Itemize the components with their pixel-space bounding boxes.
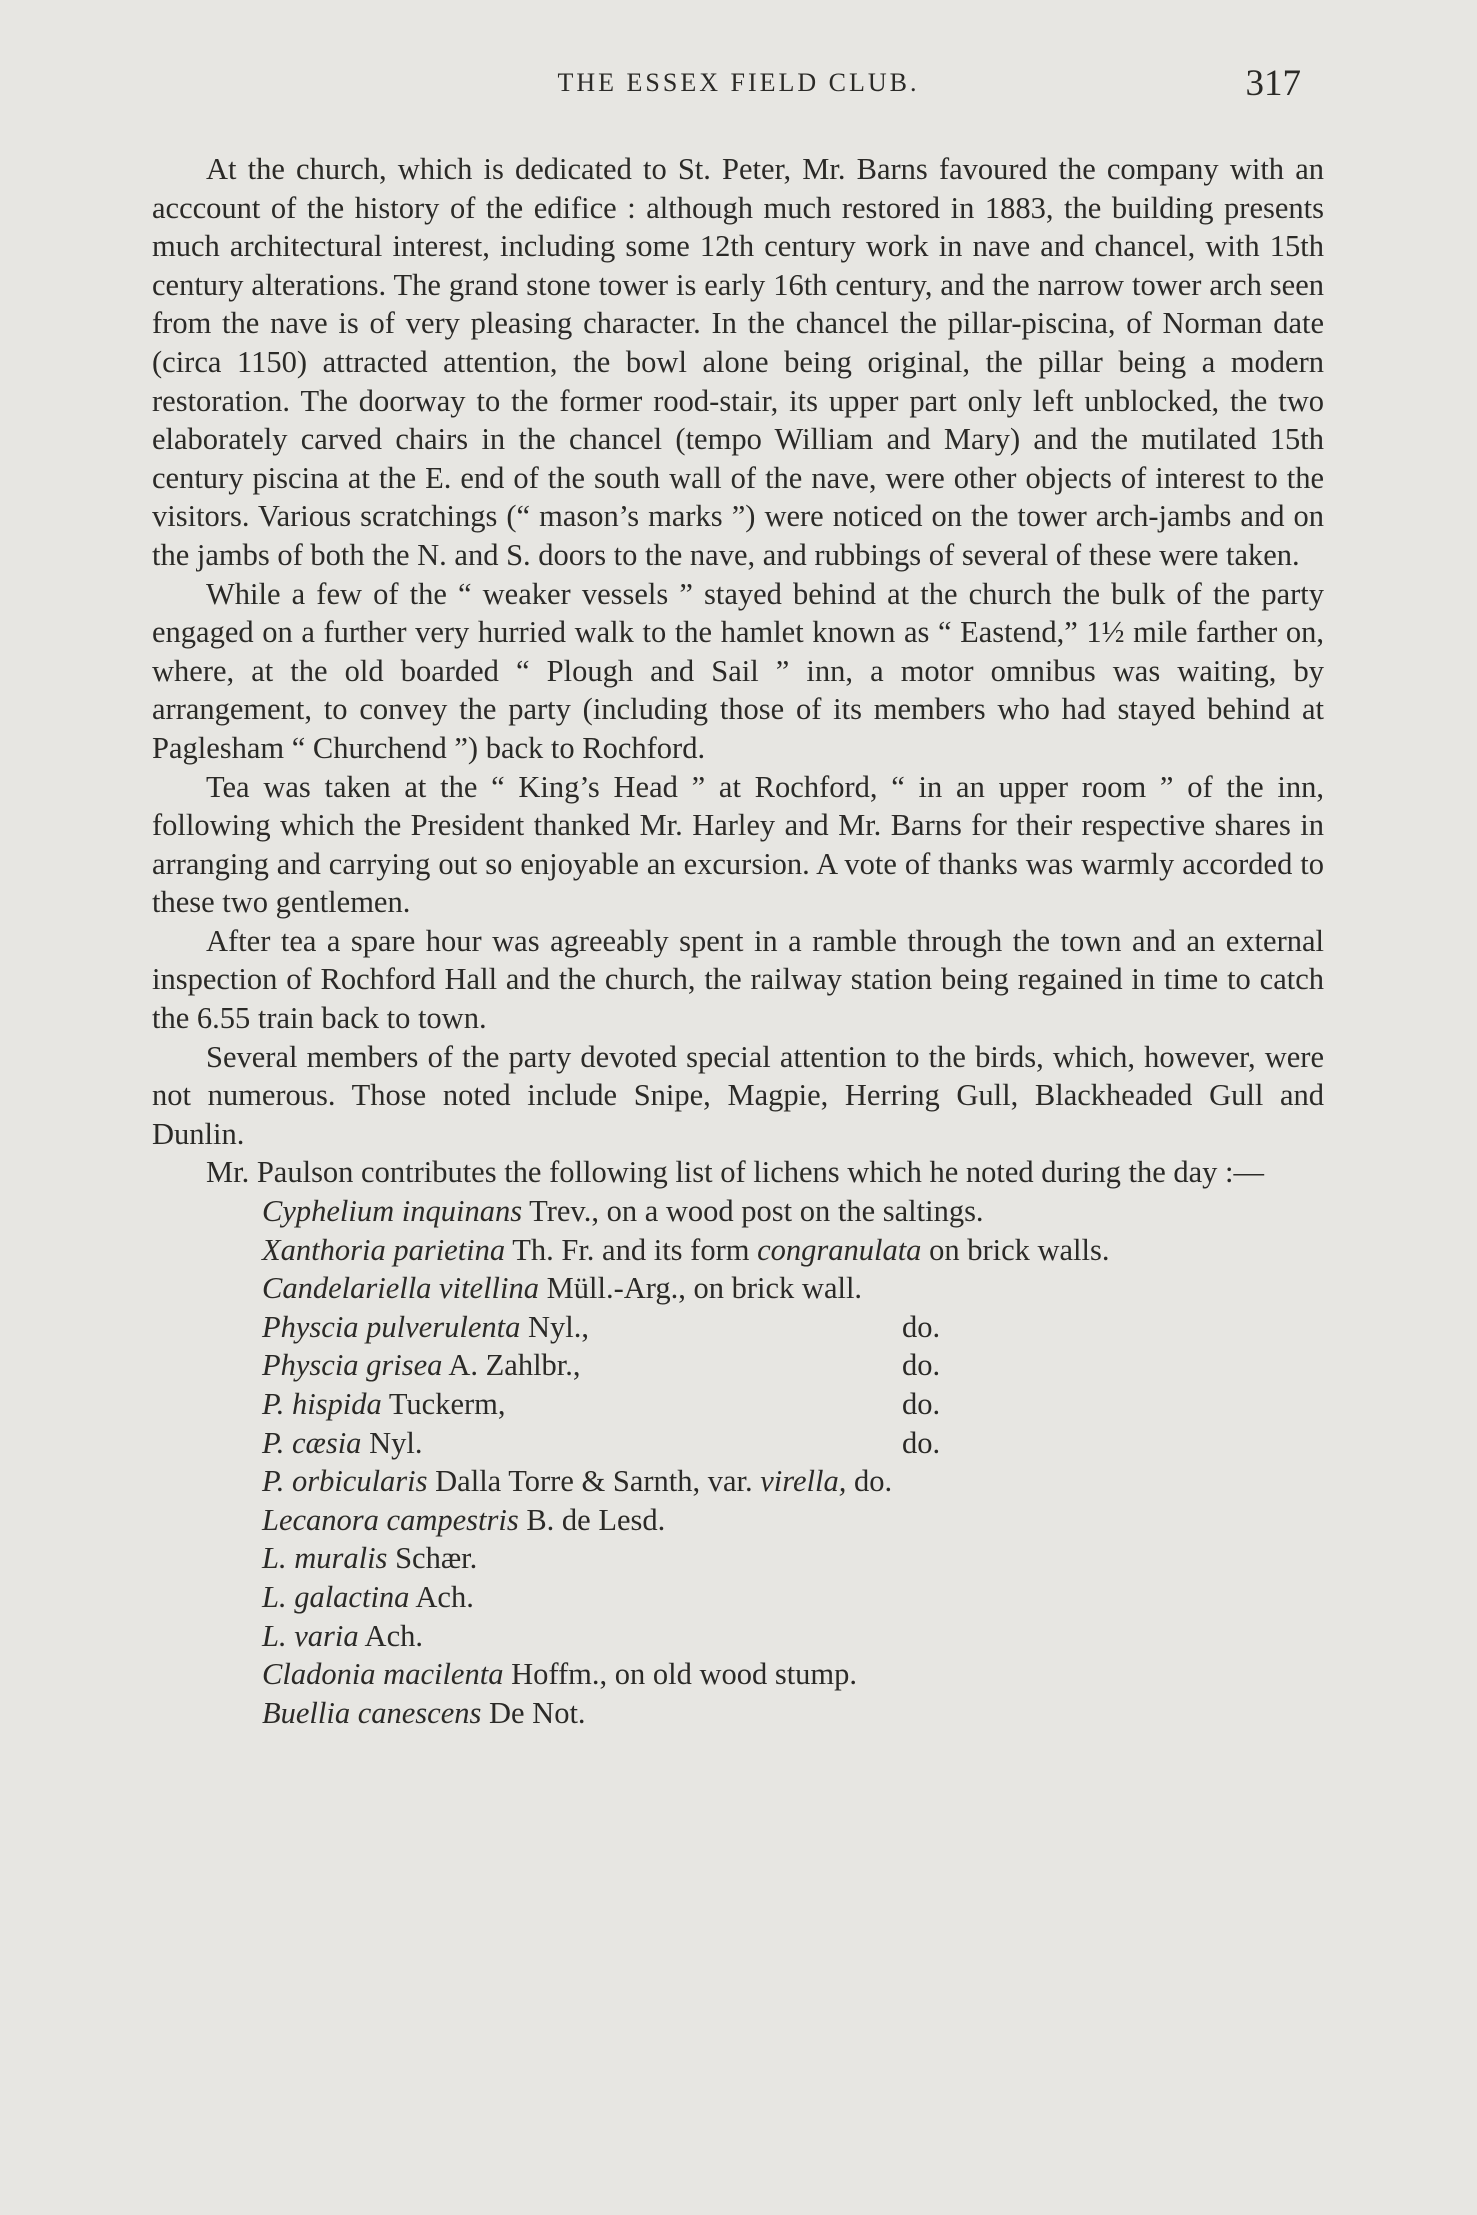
lichen-item: Cyphelium inquinans Trev., on a wood post on the saltings.	[262, 1194, 984, 1229]
running-title: THE ESSEX FIELD CLUB.	[557, 68, 920, 97]
lichen-item: Cladonia macilenta Hoffm., on old wood stump.	[262, 1657, 858, 1692]
lichen-item: Physcia grisea A. Zahlbr., do.	[262, 1348, 941, 1383]
page-number: 317	[1245, 63, 1301, 104]
lichen-item: L. galactina Ach.	[262, 1579, 474, 1614]
paragraph-after-tea: After tea a spare hour was agreeably spent in a ramble through the town and an external inspection of Rochford Hall and the church, the railway station being regained in time to catch the 6.55 train back to town.	[152, 923, 1324, 1036]
paragraph-eastend: While a few of the “ weaker vessels ” stayed behind at the church the bulk of the party engaged on a further very hurried walk to the hamlet known as “ Eastend,” 1½ mile farther on, where, at the old boarded “ Plough and Sail ” inn, a motor omnibus was waiting, by arrangement, to convey the party (including those of its members who had stayed behind at Paglesham “ Churchend ”) back to Rochford.	[152, 576, 1324, 765]
paragraph-tea: Tea was taken at the “ King’s Head ” at Rochford, “ in an upper room ” of the inn, following which the President thanked Mr. Harley and Mr. Barns for their respective shares in arranging and carrying out so enjoyable an excursion. A vote of thanks was warmly accorded to these two gentlemen.	[152, 769, 1324, 920]
lichen-item: L. varia Ach.	[262, 1618, 423, 1653]
lichen-item: P. orbicularis Dalla Torre & Sarnth, var. virella, do.	[262, 1464, 893, 1499]
paragraph-church: At the church, which is dedicated to St. Peter, Mr. Barns favoured the company with an acccount of the history of the edifice : although much restored in 1883, the building presents much architectural interest, including some 12th century work in nave and chancel, with 15th century alterations. The grand stone tower is early 16th century, and the narrow tower arch seen from the nave is of very pleasing character. In the chancel the pillar-piscina, of Norman date (circa 1150) attracted attention, the bowl alone being original, the pillar being a modern restoration. The doorway to the former rood-stair, its upper part only left unblocked, the two elaborately carved chairs in the chancel (tempo William and Mary) and the mutilated 15th century piscina at the E. end of the south wall of the nave, were other objects of interest to the visitors. Various scratchings (“ mason’s marks ”) were noticed on the tower arch-jambs and on the jambs of both the N. and S. doors to the nave, and rubbings of several of these were taken.	[152, 152, 1324, 572]
page-header	[0, 62, 1477, 122]
lichen-item: P. hispida Tuckerm, do.	[262, 1387, 941, 1421]
lichen-item: Xanthoria parietina Th. Fr. and its form congranulata on brick walls.	[262, 1232, 1110, 1267]
lichen-item: P. cæsia Nyl. do.	[262, 1425, 941, 1460]
paragraph-lichens-intro: Mr. Paulson contributes the following list of lichens which he noted during the day :—	[206, 1155, 1265, 1190]
lichen-item: Candelariella vitellina Müll.-Arg., on brick wall.	[262, 1271, 863, 1306]
paragraph-birds: Several members of the party devoted special attention to the birds, which, however, were not numerous. Those noted include Snipe, Magpie, Herring Gull, Blackheaded Gull and Dunlin.	[152, 1039, 1324, 1151]
lichen-item: Buellia canescens De Not.	[262, 1695, 586, 1730]
lichen-list	[152, 1192, 1324, 1732]
lichen-item: L. muralis Schær.	[262, 1541, 478, 1576]
lichen-item: Physcia pulverulenta Nyl., do.	[262, 1309, 941, 1344]
lichen-item: Lecanora campestris B. de Lesd.	[262, 1502, 666, 1537]
body-text	[152, 150, 1324, 1732]
